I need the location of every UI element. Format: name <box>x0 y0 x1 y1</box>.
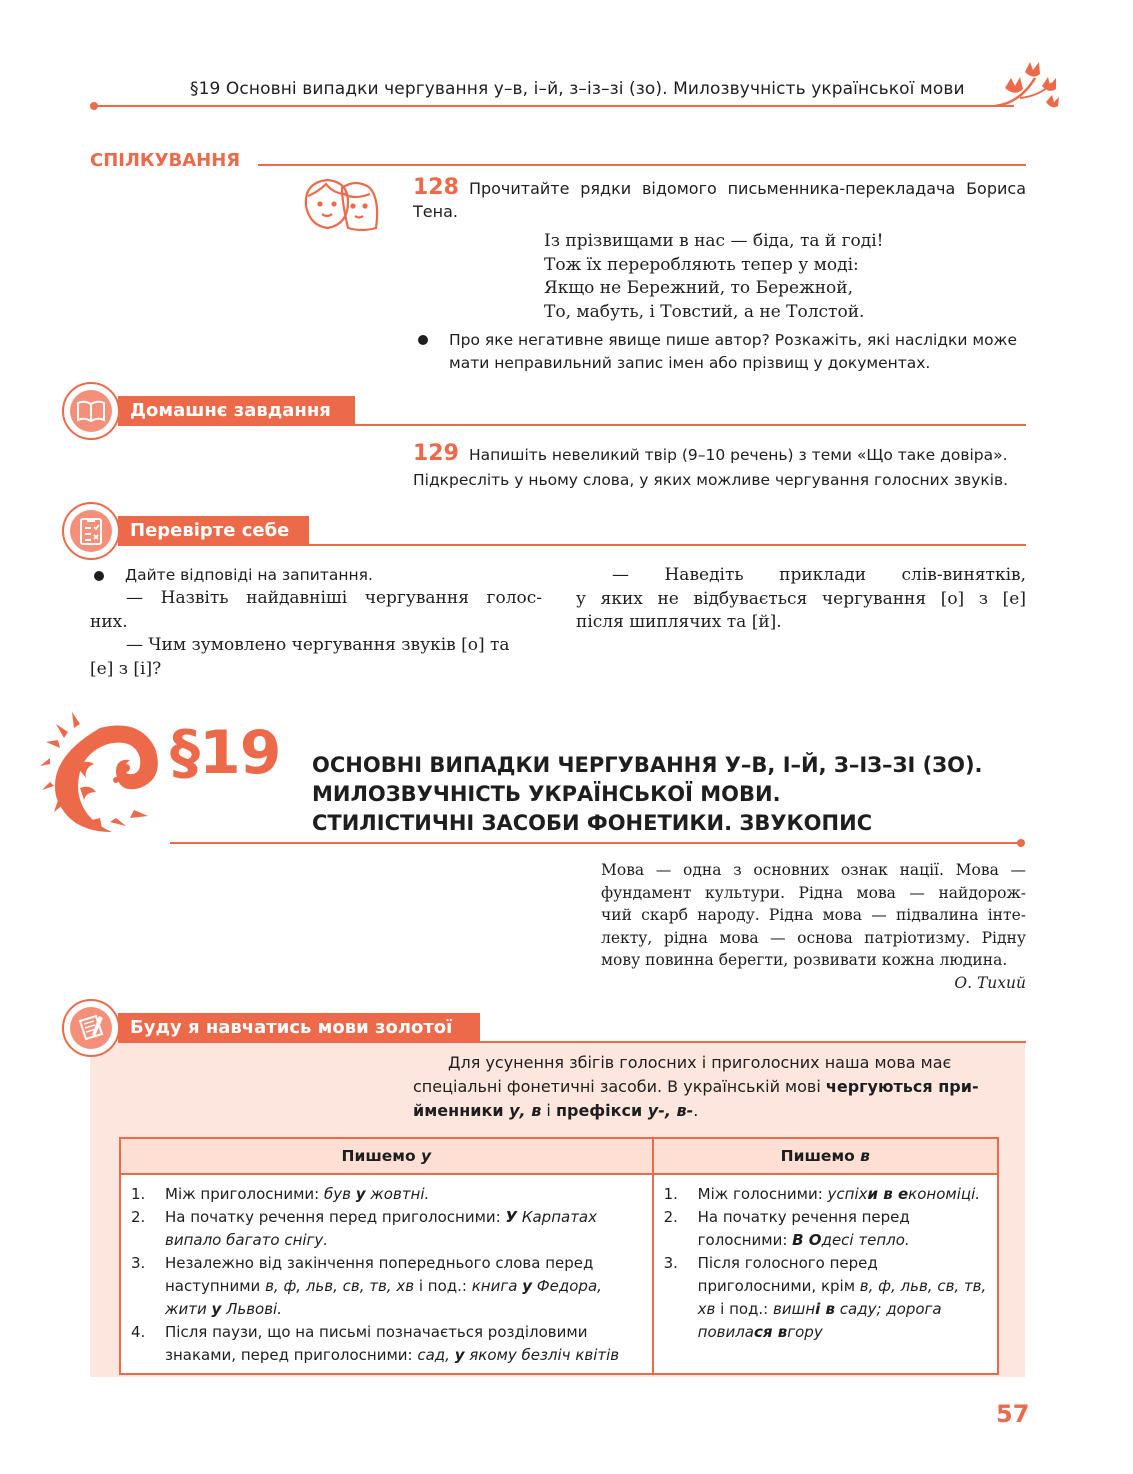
communication-rule <box>258 164 1026 166</box>
exercise-number: 129 <box>413 441 459 466</box>
epigraph-line: чий скарб народу. Рідна мова — підвалина інте- <box>601 906 1026 924</box>
list-item: 2. На початку речення перед приголосними: У Карпатах випало багато снігу. <box>131 1208 597 1249</box>
question-line: — Наведіть приклади слів-винятків, <box>612 565 1026 585</box>
exercise-number: 128 <box>413 175 459 200</box>
intro-text: спеціальні фонетичні засоби. В українській мові <box>413 1077 826 1096</box>
bullet-icon <box>418 335 428 345</box>
intro-line: Для усунення збігів голосних і приголосних наша мова має <box>448 1053 952 1072</box>
page-number: 57 <box>996 1400 1030 1428</box>
header-rule <box>94 105 1014 107</box>
rules-u-cell <box>120 1174 653 1374</box>
communication-label: СПІЛКУВАННЯ <box>90 150 241 171</box>
poem-line: То, мабуть, і Товстий, а не Толстой. <box>544 301 865 322</box>
task-line: мати неправильний запис імен або прізвищ у документах. <box>449 354 931 372</box>
question-line: після шиплячих та [й]. <box>576 612 782 632</box>
paragraph-number: §19 <box>170 718 281 788</box>
column-header-v <box>653 1138 998 1174</box>
list-item: 2. На початку речення перед голосними: В Одесі тепло. <box>663 1208 910 1249</box>
exercise-text-line: Напишіть невеликий твір (9–10 речень) з теми «Що таке довіра». <box>468 446 1008 464</box>
paragraph-rule-dot <box>1017 839 1025 847</box>
question-line: — Чим зумовлено чергування звуків [о] та <box>126 635 510 655</box>
poem-line: Із прізвищами в нас — біда, та й годі! <box>544 231 884 251</box>
epigraph-author: О. Тихий <box>954 973 1026 992</box>
theory-band: Буду я навчатись мови золотої <box>118 1013 480 1043</box>
epigraph-line: мову повинна берегти, розвивати кожна людина. <box>601 951 1008 969</box>
notebook-icon <box>75 1012 107 1044</box>
epigraph-line: фундамент культури. Рідна мова — найдорож- <box>601 883 1026 902</box>
title-line: СТИЛІСТИЧНІ ЗАСОБИ ФОНЕТИКИ. ЗВУКОПИС <box>312 811 873 835</box>
exercise-128 <box>413 176 1026 223</box>
question-intro: Дайте відповіді на запитання. <box>125 566 373 584</box>
running-header: §19 Основні випадки чергування у–в, і–й, з–із–зі (зо). Милозвучність української мови <box>190 79 965 99</box>
self-check-band: Перевірте себе <box>118 516 309 546</box>
header-letter: у <box>421 1147 432 1165</box>
intro-bold-italic: у, в <box>509 1101 542 1120</box>
list-item: 1. Між голосними: успіхи в економіці. <box>663 1185 981 1203</box>
homework-badge <box>62 382 120 440</box>
exercise-text: Прочитайте рядки відомого письменника-перекладача Бориса Тена. <box>413 179 1026 221</box>
rules-v-cell <box>653 1174 998 1374</box>
question-line: у яких не відбувається чергування [о] з [е] <box>576 588 1026 609</box>
self-check-right <box>576 564 1026 635</box>
theory-intro <box>413 1051 998 1123</box>
checklist-icon <box>75 515 107 547</box>
self-check-badge <box>62 502 120 560</box>
intro-text: . <box>693 1101 699 1120</box>
task-line: Про яке негативне явище пише автор? Розкажіть, які наслідки може <box>449 331 1018 349</box>
intro-bold-italic: у-, в- <box>647 1101 694 1120</box>
header-rule-dot <box>90 102 98 110</box>
epigraph <box>601 859 1026 994</box>
header-letter: в <box>860 1147 870 1165</box>
exercise-text-line: Підкресліть у ньому слова, у яких можливе чергування голосних звуків. <box>413 471 1009 489</box>
title-line: ОСНОВНІ ВИПАДКИ ЧЕРГУВАННЯ У–В, І–Й, З–ІЗ–ЗІ (ЗО). <box>312 753 983 777</box>
list-item: 4. Після паузи, що на письмі позначається розділовими знаками, перед приголосними: сад, у якому безліч квітів <box>131 1323 620 1364</box>
intro-bold-text: йменники <box>413 1101 510 1120</box>
column-header-u <box>120 1138 653 1174</box>
intro-line <box>413 1075 998 1099</box>
question-line: — Назвіть найдавніші чергування голос- <box>126 588 542 608</box>
paragraph-title <box>312 751 983 838</box>
intro-text: і <box>541 1101 556 1120</box>
self-check-left <box>90 564 542 681</box>
intro-line <box>413 1099 998 1123</box>
exercise-129 <box>413 441 1008 493</box>
list-item: 3. Після голосного перед приголосними, крім в, ф, льв, св, тв, хв і под.: вишні в саду; дорога повилася вгору <box>663 1254 987 1341</box>
epigraph-line: Мова — одна з основних ознак нації. Мова — <box>601 861 1026 879</box>
intro-bold-text: чергуються при- <box>825 1077 979 1096</box>
alternation-table <box>119 1137 999 1375</box>
tulip-ornament-icon <box>990 58 1065 113</box>
table-header-row <box>120 1138 998 1174</box>
header-text: Пишемо <box>780 1147 861 1165</box>
header-text: Пишемо <box>341 1147 422 1165</box>
floral-ornament-icon <box>40 708 165 838</box>
question-line: [е] з [і]? <box>90 658 162 679</box>
list-item: 3. Незалежно від закінчення попереднього слова перед наступними в, ф, льв, св, тв, хв і под.: книга у Федора, жити у Львові. <box>131 1254 602 1318</box>
question-line: них. <box>90 611 128 632</box>
epigraph-line: лекту, рідна мова — основа патріотизму. Рідну <box>601 928 1026 947</box>
homework-band: Домашнє завдання <box>118 396 355 426</box>
table-row <box>120 1174 998 1374</box>
two-faces-icon <box>298 176 382 232</box>
intro-bold-text: префікси <box>555 1101 648 1120</box>
poem <box>544 230 884 324</box>
poem-line: Тож їх переробляють тепер у моді: <box>544 254 859 275</box>
theory-badge <box>62 999 120 1057</box>
list-item: 1. Між приголосними: був у жовтні. <box>131 1185 430 1203</box>
book-icon <box>75 395 107 427</box>
communication-task <box>449 329 1017 375</box>
poem-line: Якщо не Бережний, то Бережной, <box>544 278 854 298</box>
title-line: МИЛОЗВУЧНІСТЬ УКРАЇНСЬКОЇ МОВИ. <box>312 782 781 806</box>
paragraph-rule <box>170 842 1020 844</box>
